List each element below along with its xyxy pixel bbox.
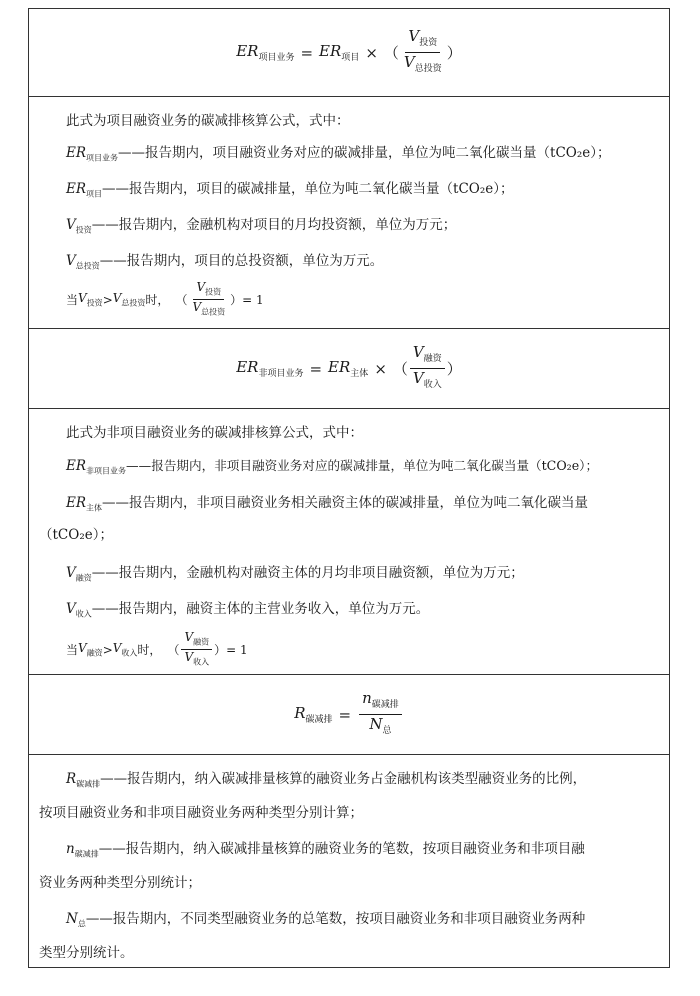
equals-sign: = [300,43,314,62]
formula-ratio [29,675,669,755]
explanation-project-business [29,97,669,329]
fraction: $\frac{V_{投资}}{V_{总投资}}$ [403,27,442,74]
condition-line: 当 $V_{投资}$ > $V_{总投资}$ 时， （ $\frac{V_{投资}}{V_{总投资}}$ ） = 1 [66,280,264,317]
formula-rhs: $ER_{主体}$ [328,358,369,379]
definition-line: $ER_{非项目业务}——$报告期内，非项目融资业务对应的碳减排量，单位为吨二氧化碳当量（tCO₂e）； [66,458,599,476]
condition-line: 当 $V_{融资}$ > $V_{收入}$ 时， （ $\frac{V_{融资}}{V_{收入}}$ ） = 1 [66,630,248,667]
definition-line: $V_{总投资}——$报告期内，项目的总投资额，单位为万元。 [66,253,384,271]
left-paren: （ [383,44,399,62]
definition-line: $V_{投资}——$报告期内，金融机构对项目的月均投资额，单位为万元； [66,217,457,235]
formula-non-project-business [29,329,669,409]
explanation-non-project-business [29,409,669,675]
definition-continuation: 资业务两种类型分别统计； [39,875,201,891]
left-paren: （ [392,360,408,378]
definition-line: $V_{收入}——$报告期内，融资主体的主营业务收入，单位为万元。 [66,601,430,619]
formula-lhs: $ER_{项目业务}$ [236,42,295,63]
definition-line: $N_总——$报告期内，不同类型融资业务的总笔数，按项目融资业务和非项目融资业务两种 [66,911,586,929]
formula-table [28,8,670,968]
definition-continuation: （tCO₂e）； [39,527,113,543]
times-sign: × [365,43,378,62]
formula-lhs: $R_{碳减排}$ [294,704,333,725]
definition-line: $ER_{项目}——$报告期内，项目的碳减排量，单位为吨二氧化碳当量（tCO₂e）； [66,181,514,199]
right-paren: ） [446,360,462,378]
definition-line: $n_{碳减排}——$报告期内，纳入碳减排量核算的融资业务的笔数，按项目融资业务和非项目融 [66,841,585,859]
definition-line: $ER_{主体}——$报告期内，非项目融资业务相关融资主体的碳减排量，单位为吨二氧化碳当量 [66,495,589,513]
intro-text: 此式为非项目融资业务的碳减排核算公式，式中： [66,425,363,441]
fraction: $\frac{V_{融资}}{V_{收入}}$ [410,344,445,393]
definition-continuation: 按项目融资业务和非项目融资业务两种类型分别计算； [39,805,363,821]
equals-sign: = [309,359,323,378]
explanation-ratio [29,755,669,969]
formula-lhs: $ER_{非项目业务}$ [236,358,304,379]
fraction: $\frac{n_{碳减排}}{N_总}$ [359,690,402,739]
times-sign: × [374,359,387,378]
definition-line: $R_{碳减排}——$报告期内，纳入碳减排量核算的融资业务占金融机构该类型融资业务的比例， [66,771,587,789]
definition-line: $V_{融资}——$报告期内，金融机构对融资主体的月均非项目融资额，单位为万元； [66,565,524,583]
definition-line: $ER_{项目业务}——$报告期内，项目融资业务对应的碳减排量，单位为吨二氧化碳当量（tCO₂e）； [66,145,611,163]
intro-text: 此式为项目融资业务的碳减排核算公式，式中： [66,113,350,129]
formula-rhs: $ER_{项目}$ [319,42,360,63]
right-paren: ） [446,44,462,62]
formula-project-business [29,9,669,97]
equals-sign: = [338,705,352,724]
definition-continuation: 类型分别统计。 [39,945,134,961]
